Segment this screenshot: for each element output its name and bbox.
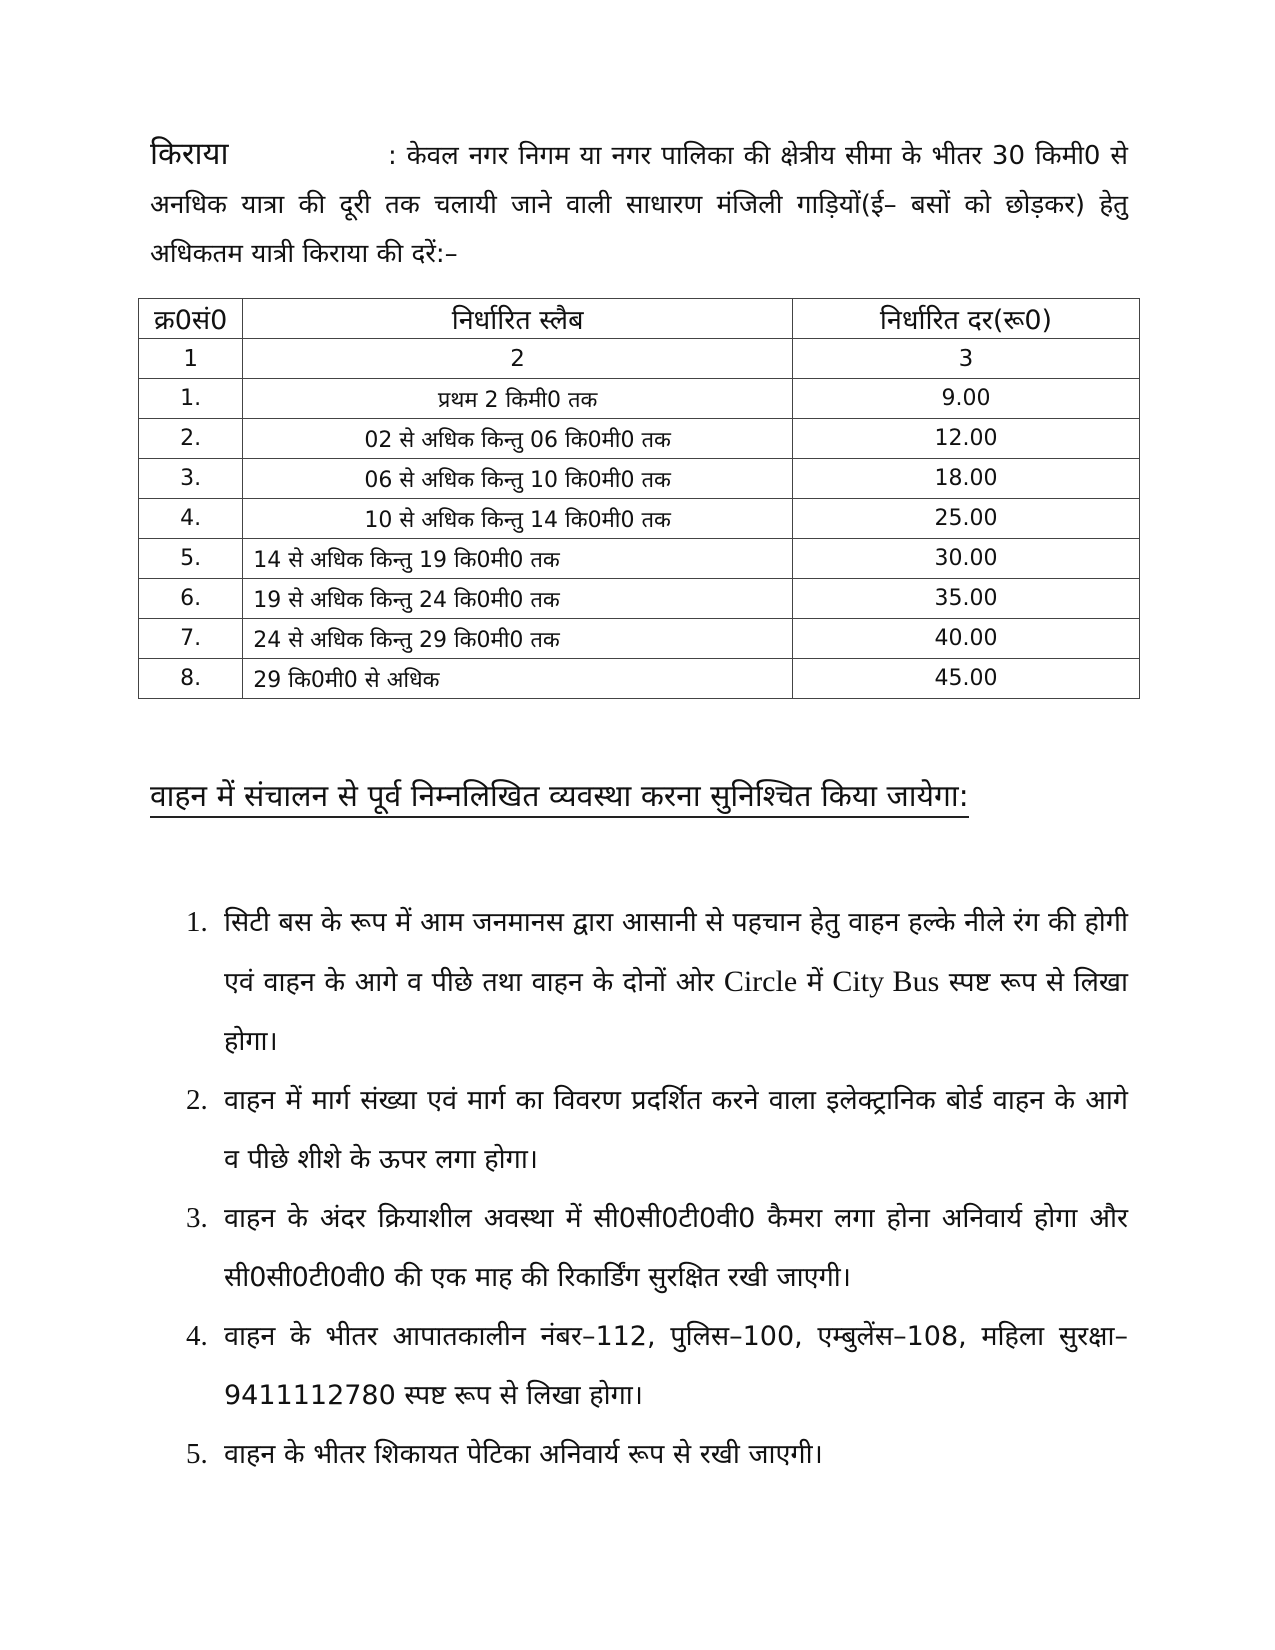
- table-row: [139, 659, 1140, 699]
- row-slab: 24 से अधिक किन्तु 29 कि0मी0 तक: [243, 619, 793, 659]
- list-item-text: में: [797, 967, 833, 998]
- table-row: [139, 539, 1140, 579]
- list-item-number: 3.: [186, 1202, 208, 1234]
- column-number: 2: [243, 339, 793, 379]
- fare-intro-text: : केवल नगर निगम या नगर पालिका की क्षेत्रीय सीमा के भीतर 30 किमी0 से अनधिक यात्रा की दूरी तक चलायी जाने वाली साधारण मंजिली गाड़ियों(ई– बसों को छोड़कर) हेतु अधिकतम यात्री किराया की दरें:–: [150, 141, 1128, 269]
- list-item-text: वाहन के अंदर क्रियाशील अवस्था में सी0सी0टी0वी0 कैमरा लगा होना अनिवार्य होगा और सी0सी0टी0वी0 की एक माह की रिकार्डिंग सुरक्षित रखी जाएगी।: [224, 1203, 1128, 1293]
- row-serial: 8.: [139, 659, 243, 699]
- list-item-text: वाहन के भीतर शिकायत पेटिका अनिवार्य रूप से रखी जाएगी।: [224, 1439, 823, 1470]
- row-serial: 5.: [139, 539, 243, 579]
- list-item-text-latin: Circle: [723, 965, 798, 998]
- header-rate: निर्धारित दर(रू0): [792, 299, 1139, 339]
- list-item-text-latin: City Bus: [832, 965, 940, 998]
- row-serial: 2.: [139, 419, 243, 459]
- table-column-number-row: [139, 339, 1140, 379]
- table-row: [139, 579, 1140, 619]
- list-item-text: वाहन में मार्ग संख्या एवं मार्ग का विवरण प्रदर्शित करने वाला इलेक्ट्रानिक बोर्ड वाहन के आगे व पीछे शीशे के ऊपर लगा होगा।: [224, 1085, 1128, 1175]
- row-rate: 35.00: [792, 579, 1139, 619]
- row-slab: 06 से अधिक किन्तु 10 कि0मी0 तक: [243, 459, 793, 499]
- row-serial: 6.: [139, 579, 243, 619]
- row-rate: 30.00: [792, 539, 1139, 579]
- row-rate: 45.00: [792, 659, 1139, 699]
- row-serial: 4.: [139, 499, 243, 539]
- list-item-text: वाहन के भीतर आपातकालीन नंबर–112, पुलिस–100, एम्बुलेंस–108, महिला सुरक्षा–9411112780 स्पष्ट रूप से लिखा होगा।: [224, 1321, 1128, 1411]
- table-header-row: [139, 299, 1140, 339]
- table-row: [139, 499, 1140, 539]
- table-row: [139, 379, 1140, 419]
- table-row: [139, 619, 1140, 659]
- row-serial: 1.: [139, 379, 243, 419]
- list-item: [150, 1189, 1128, 1307]
- list-item: [150, 1071, 1128, 1189]
- requirements-heading: [150, 773, 1128, 820]
- list-item: [150, 1307, 1128, 1425]
- row-slab: 29 कि0मी0 से अधिक: [243, 659, 793, 699]
- table-row: [139, 419, 1140, 459]
- row-slab: 02 से अधिक किन्तु 06 कि0मी0 तक: [243, 419, 793, 459]
- list-item-number: 5.: [186, 1438, 208, 1470]
- list-item-number: 4.: [186, 1320, 208, 1352]
- list-item-number: 1.: [186, 906, 208, 938]
- list-item-number: 2.: [186, 1084, 208, 1116]
- row-rate: 40.00: [792, 619, 1139, 659]
- row-slab: प्रथम 2 किमी0 तक: [243, 379, 793, 419]
- list-item-text: सिटी बस के रूप में आम जनमानस द्वारा आसानी से पहचान हेतु वाहन हल्के नीले रंग की होगी एवं वाहन के आगे व पीछे तथा वाहन के दोनों ओर: [224, 907, 1128, 998]
- header-serial-number: क्र0सं0: [139, 299, 243, 339]
- list-item: [150, 893, 1128, 1071]
- table-row: [139, 459, 1140, 499]
- header-slab: निर्धारित स्लैब: [243, 299, 793, 339]
- row-slab: 14 से अधिक किन्तु 19 कि0मी0 तक: [243, 539, 793, 579]
- fare-label: किराया: [150, 136, 229, 172]
- row-slab: 19 से अधिक किन्तु 24 कि0मी0 तक: [243, 579, 793, 619]
- list-item: [150, 1425, 1128, 1484]
- row-slab: 10 से अधिक किन्तु 14 कि0मी0 तक: [243, 499, 793, 539]
- row-rate: 12.00: [792, 419, 1139, 459]
- column-number: 1: [139, 339, 243, 379]
- requirements-list: [150, 893, 1128, 1484]
- list-item-text: स्पष्ट रूप से लिखा होगा।: [224, 967, 1129, 1057]
- requirements-heading-text: वाहन में संचालन से पूर्व निम्नलिखित व्यवस्था करना सुनिश्चित किया जायेगा:: [150, 779, 969, 818]
- fare-intro-paragraph: [150, 130, 1128, 279]
- row-serial: 3.: [139, 459, 243, 499]
- row-serial: 7.: [139, 619, 243, 659]
- column-number: 3: [792, 339, 1139, 379]
- row-rate: 25.00: [792, 499, 1139, 539]
- row-rate: 9.00: [792, 379, 1139, 419]
- row-rate: 18.00: [792, 459, 1139, 499]
- fare-table: [138, 298, 1140, 699]
